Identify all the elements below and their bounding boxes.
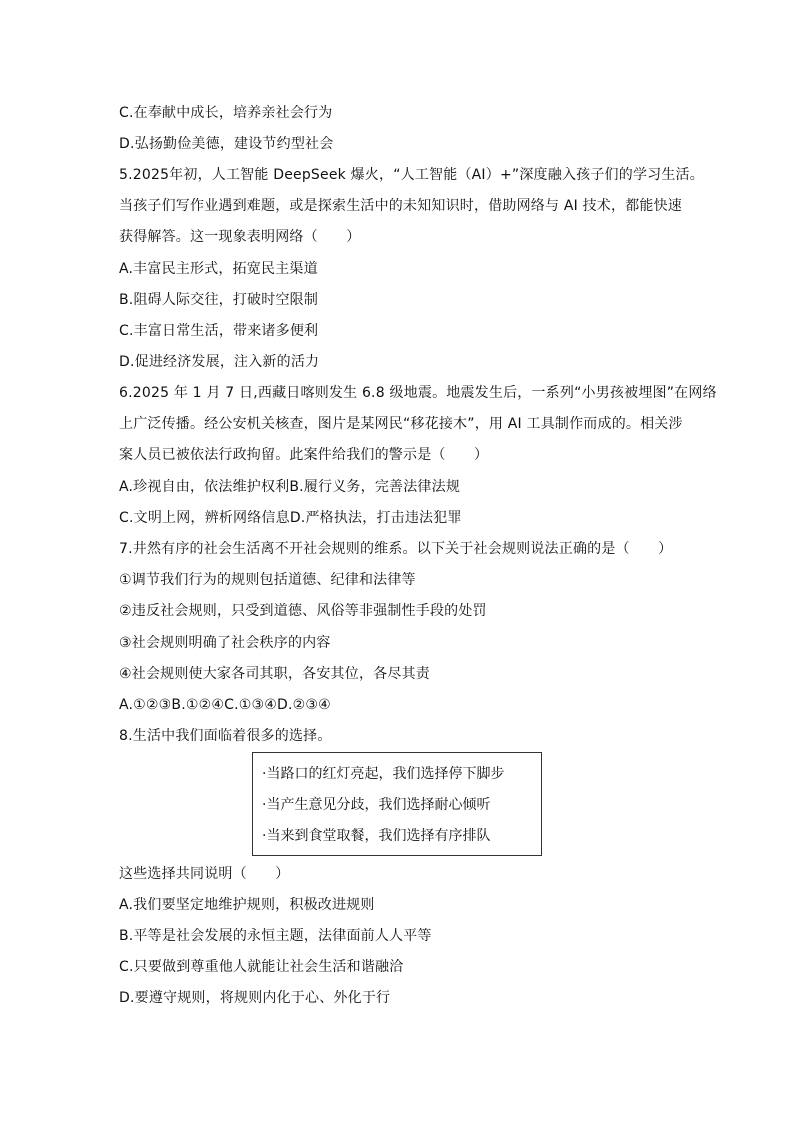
q5-option-c: C.丰富日常生活，带来诸多便利 xyxy=(119,323,319,339)
q5-option-b: B.阻碍人际交往，打破时空限制 xyxy=(119,292,319,308)
q7-stem: 7.井然有序的社会生活离不开社会规则的维系。以下关于社会规则说法正确的是（ ） xyxy=(119,541,673,557)
q8-box-line2: ·当产生意见分歧，我们选择耐心倾听 xyxy=(262,797,491,813)
q8-option-d: D.要遵守规则，将规则内化于心、外化于行 xyxy=(119,990,391,1006)
q6-stem-line1: 6.2025 年 1 月 7 日,西藏日喀则发生 6.8 级地震。地震发生后，一系列“小男孩被埋图”在网络 xyxy=(119,385,717,401)
q4-option-d: D.弘扬勤俭美德，建设节约型社会 xyxy=(119,136,334,152)
q5-stem-line3: 获得解答。这一现象表明网络（ ） xyxy=(119,229,361,245)
q5-stem-line2: 当孩子们写作业遇到难题，或是探索生活中的未知知识时，借助网络与 AI 技术，都能快速 xyxy=(119,198,683,214)
q5-option-d: D.促进经济发展，注入新的活力 xyxy=(119,354,320,370)
q7-item-4: ④社会规则使大家各司其职，各安其位，各尽其责 xyxy=(119,666,430,682)
q8-option-a: A.我们要坚定地维护规则，积极改进规则 xyxy=(119,897,375,913)
q6-stem-line3: 案人员已被依法行政拘留。此案件给我们的警示是（ ） xyxy=(119,447,489,463)
q7-item-3: ③社会规则明确了社会秩序的内容 xyxy=(119,635,331,651)
q8-option-c: C.只要做到尊重他人就能让社会生活和谐融洽 xyxy=(119,959,404,975)
q8-box-line1: ·当路口的红灯亮起，我们选择停下脚步 xyxy=(262,766,505,782)
q5-option-a: A.丰富民主形式，拓宽民主渠道 xyxy=(119,261,318,277)
q6-options-cd: C.文明上网，辨析网络信息D.严格执法，打击违法犯罪 xyxy=(119,510,462,526)
q8-box-line3: ·当来到食堂取餐，我们选择有序排队 xyxy=(262,828,491,844)
q5-stem-line1: 5.2025年初，人工智能 DeepSeek 爆火，“人工智能（AI）+”深度融入孩子们的学习生活。 xyxy=(119,167,704,183)
q4-option-c: C.在奉献中成长，培养亲社会行为 xyxy=(119,105,333,121)
q8-question: 这些选择共同说明（ ） xyxy=(119,866,290,882)
q7-options: A.①②③B.①②④C.①③④D.②③④ xyxy=(119,697,331,713)
q8-material-box xyxy=(252,752,542,856)
q7-item-1: ①调节我们行为的规则包括道德、纪律和法律等 xyxy=(119,572,416,588)
q8-option-b: B.平等是社会发展的永恒主题，法律面前人人平等 xyxy=(119,928,432,944)
q6-stem-line2: 上广泛传播。经公安机关核查，图片是某网民“移花接木”，用 AI 工具制作而成的。相关涉 xyxy=(119,416,683,432)
q8-stem: 8.生活中我们面临着很多的选择。 xyxy=(119,728,332,744)
q6-options-ab: A.珍视自由，依法维护权利B.履行义务，完善法律法规 xyxy=(119,479,461,495)
q7-item-2: ②违反社会规则，只受到道德、风俗等非强制性手段的处罚 xyxy=(119,603,487,619)
